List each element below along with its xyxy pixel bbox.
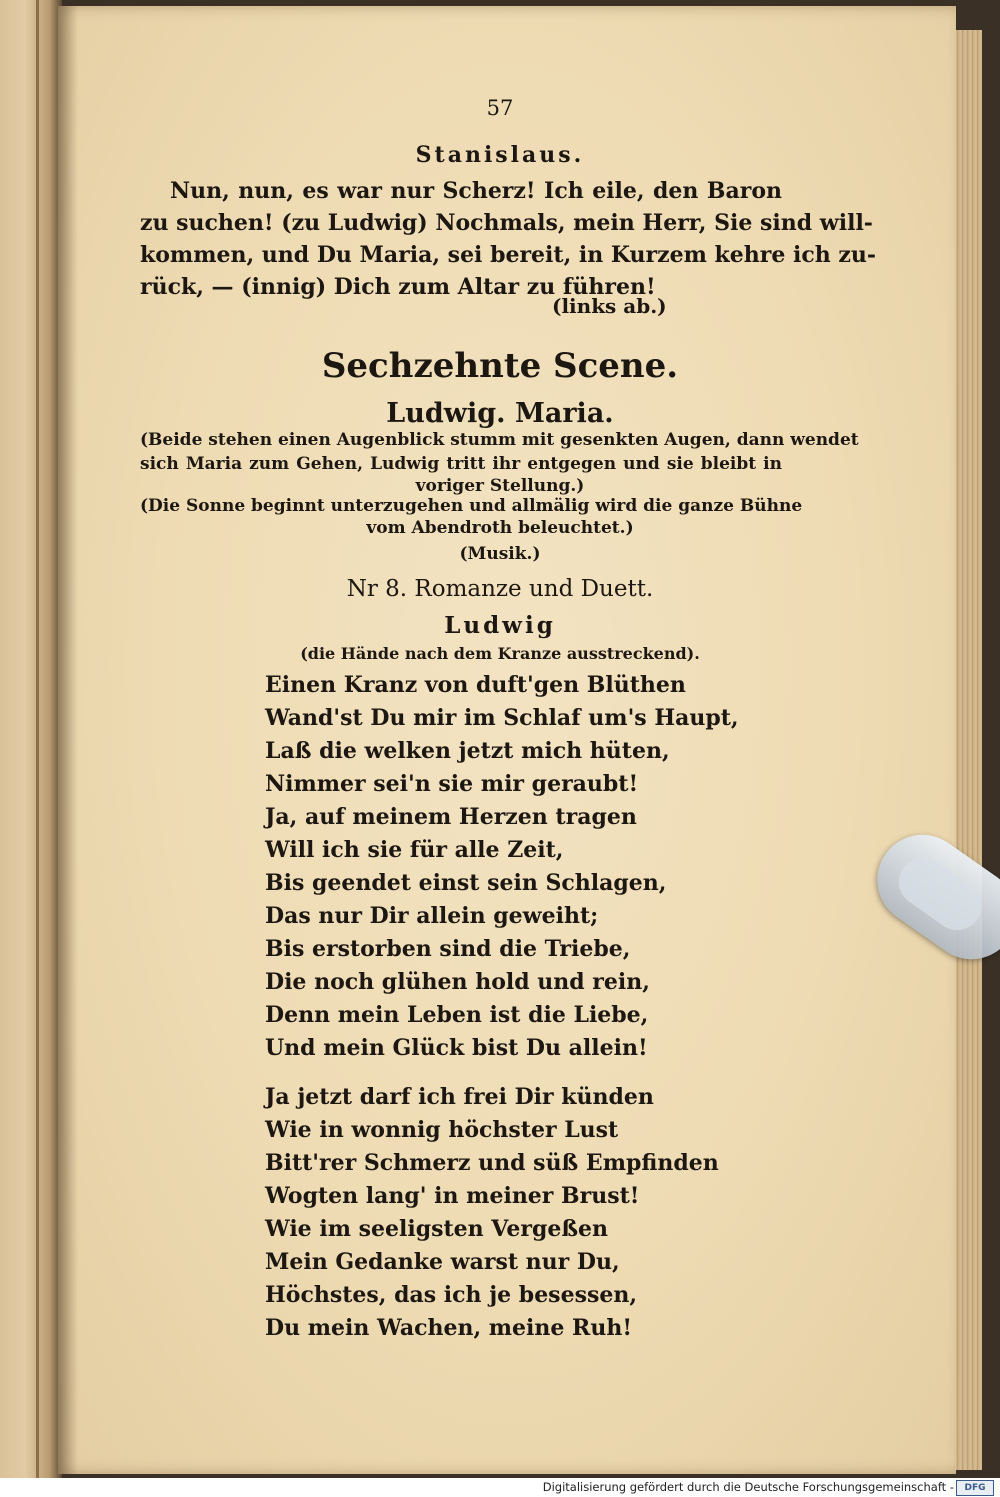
verse-1-line-4: Nimmer sei'n sie mir geraubt!	[265, 771, 639, 797]
page-number: 57	[486, 96, 514, 120]
verse-1-line-12: Und mein Glück bist Du allein!	[265, 1035, 648, 1061]
verse-2-line-8: Du mein Wachen, meine Ruh!	[265, 1315, 632, 1341]
number-title: Nr 8. Romanze und Duett.	[346, 576, 654, 602]
verse-2-line-6: Mein Gedanke warst nur Du,	[265, 1249, 620, 1275]
scene-characters: Ludwig. Maria.	[386, 398, 614, 429]
verse-2-line-4: Wogten lang' in meiner Brust!	[265, 1183, 640, 1209]
verse-2-line-3: Bitt'rer Schmerz und süß Empfinden	[265, 1150, 719, 1176]
verse-1-line-10: Die noch glühen hold und rein,	[265, 969, 650, 995]
stage-direction-1-line-1: (Beide stehen einen Augenblick stumm mit gesenkten Augen, dann wendet	[140, 430, 859, 450]
verse-1-line-1: Einen Kranz von duft'gen Blüthen	[265, 672, 686, 698]
binding-line	[36, 0, 39, 1478]
exit-note: (links ab.)	[552, 294, 667, 318]
prose-line-4: rück, — (innig) Dich zum Altar zu führen!	[140, 274, 656, 300]
stage-direction-1-line-3: voriger Stellung.)	[415, 476, 585, 496]
speaker-ludwig-direction: (die Hände nach dem Kranze ausstreckend).	[300, 644, 700, 663]
prose-line-1: Nun, nun, es war nur Scherz! Ich eile, den Baron	[170, 178, 782, 204]
verse-2-line-7: Höchstes, das ich je besessen,	[265, 1282, 637, 1308]
speaker-stanislaus: Stanislaus.	[415, 142, 585, 168]
verse-1-line-5: Ja, auf meinem Herzen tragen	[265, 804, 637, 830]
verse-1-line-11: Denn mein Leben ist die Liebe,	[265, 1002, 649, 1028]
verse-1-line-2: Wand'st Du mir im Schlaf um's Haupt,	[265, 705, 739, 731]
stage-direction-1-line-2: sich Maria zum Gehen, Ludwig tritt ihr entgegen und sie bleibt in	[140, 454, 782, 474]
verse-1-line-8: Das nur Dir allein geweiht;	[265, 903, 599, 929]
prose-line-2: zu suchen! (zu Ludwig) Nochmals, mein Herr, Sie sind will-	[140, 210, 873, 236]
verse-1-line-3: Laß die welken jetzt mich hüten,	[265, 738, 670, 764]
stage-direction-2-line-2: vom Abendroth beleuchtet.)	[366, 518, 634, 538]
prose-line-3: kommen, und Du Maria, sei bereit, in Kurzem kehre ich zu-	[140, 242, 877, 268]
verse-2-line-1: Ja jetzt darf ich frei Dir künden	[265, 1084, 654, 1110]
verse-1-line-6: Will ich sie für alle Zeit,	[265, 837, 564, 863]
gutter-shadow	[58, 6, 78, 1474]
speaker-ludwig: Ludwig	[444, 612, 556, 639]
left-page-edge	[0, 0, 62, 1478]
footer-credit: Digitalisierung gefördert durch die Deutsche Forschungsgemeinschaft -	[542, 1480, 954, 1494]
verse-1-line-9: Bis erstorben sind die Triebe,	[265, 936, 631, 962]
scene-title: Sechzehnte Scene.	[321, 346, 679, 386]
verse-1-line-7: Bis geendet einst sein Schlagen,	[265, 870, 667, 896]
stage-direction-2-line-1: (Die Sonne beginnt unterzugehen und allmälig wird die ganze Bühne	[140, 496, 803, 516]
verse-2-line-5: Wie im seeligsten Vergeßen	[265, 1216, 609, 1242]
dfg-logo: DFG	[956, 1480, 994, 1496]
verse-2-line-2: Wie in wonnig höchster Lust	[265, 1117, 619, 1143]
music-note: (Musik.)	[459, 544, 541, 564]
